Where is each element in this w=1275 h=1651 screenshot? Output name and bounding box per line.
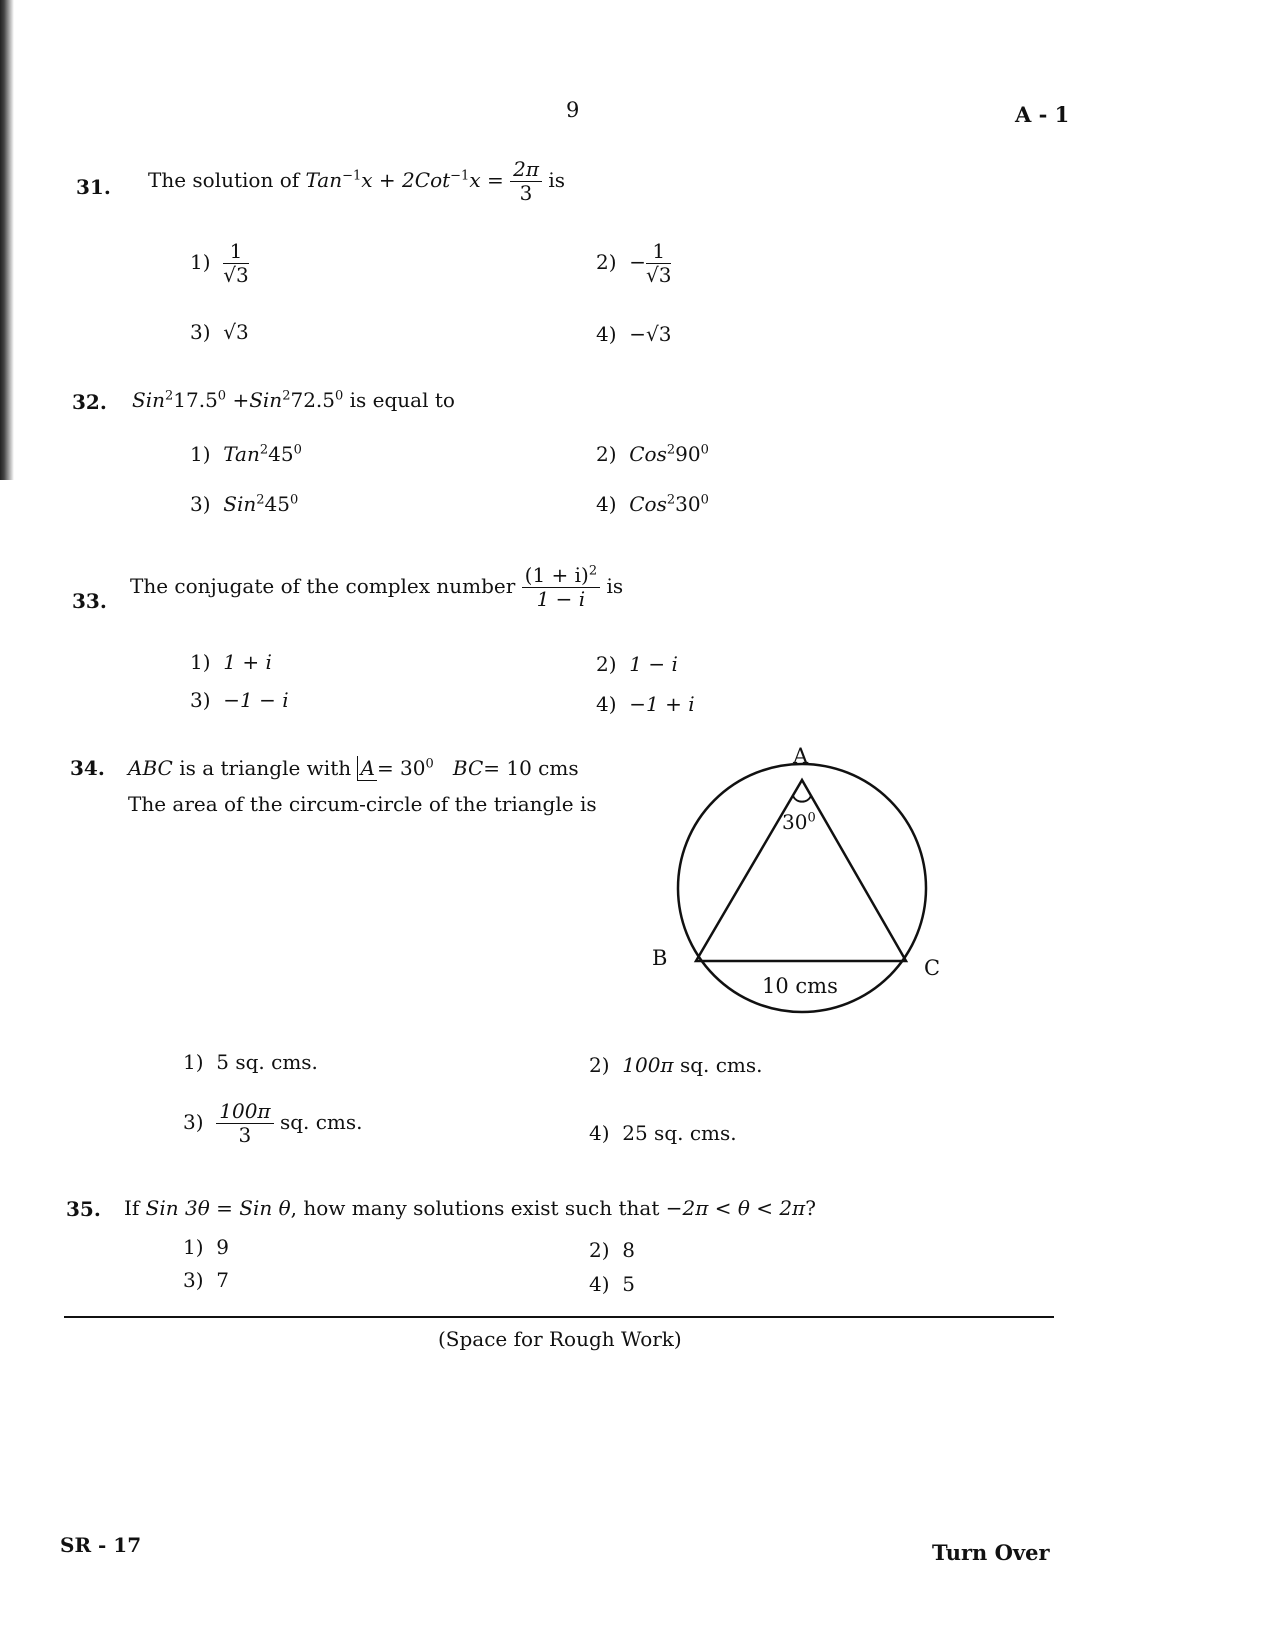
question-33-fraction: $\frac{(1 + i)^2}{1 - i}$	[522, 564, 600, 611]
vertex-a-label: A	[793, 744, 809, 768]
rough-work-divider	[64, 1316, 1054, 1318]
q31-option-1[interactable]: 1) $\frac{1}{√3}$	[190, 239, 249, 287]
q33-option-4[interactable]: 4) −1 + i	[596, 692, 695, 716]
q32-option-3[interactable]: 3) $Sin^245^0$	[190, 492, 299, 516]
q34-option-2[interactable]: 2) 100π sq. cms.	[589, 1053, 763, 1077]
angle-a-arc	[793, 796, 811, 802]
q32-option-2[interactable]: 2) $Cos^290^0$	[596, 442, 709, 466]
q35-option-1[interactable]: 1) 9	[183, 1235, 229, 1259]
question-33-stem: The conjugate of the complex number $\frac{(1 + i)^2}{1 - i}$ is	[130, 563, 624, 611]
question-33-number: 33.	[72, 589, 107, 613]
scan-edge	[0, 0, 18, 480]
question-32-stem: $Sin^217.5^0 +Sin^272.5^0$ is equal to	[132, 388, 455, 412]
question-32-number: 32.	[72, 390, 107, 414]
triangle-abc	[696, 780, 906, 961]
q31-option-2[interactable]: 2) − $\frac{1}{√3}$	[596, 239, 672, 287]
set-code: A - 1	[1015, 102, 1070, 127]
turn-over-label: Turn Over	[932, 1540, 1050, 1565]
side-bc-label: 10 cms	[762, 974, 838, 998]
question-34-line-2: The area of the circum-circle of the triangle is	[128, 792, 597, 816]
question-34-number: 34.	[70, 756, 105, 780]
question-35-number: 35.	[66, 1197, 101, 1221]
q35-option-3[interactable]: 3) 7	[183, 1268, 229, 1292]
q34-option-3[interactable]: 3) $\frac{100\pi}{3}$ sq. cms.	[183, 1099, 363, 1147]
q31-option-4[interactable]: 4) −√3	[596, 322, 672, 346]
question-31-fraction: $\frac{2\pi}{3}$	[510, 158, 542, 205]
series-code: SR - 17	[60, 1533, 142, 1557]
q32-option-4[interactable]: 4) $Cos^230^0$	[596, 492, 709, 516]
angle-a-label: $30^0$	[782, 810, 816, 834]
vertex-b-label: B	[652, 946, 668, 970]
question-34-line-1: ABC is a triangle with $A = 30^0$ BC= 10 cms	[128, 756, 579, 780]
q33-option-1[interactable]: 1) 1 + i	[190, 650, 272, 674]
q34-option-4[interactable]: 4) 25 sq. cms.	[589, 1121, 737, 1145]
q35-option-4[interactable]: 4) 5	[589, 1272, 635, 1296]
page-number: 9	[566, 98, 580, 122]
q32-option-1[interactable]: 1) $Tan^245^0$	[190, 442, 302, 466]
q33-option-3[interactable]: 3) −1 − i	[190, 688, 289, 712]
vertex-c-label: C	[924, 956, 941, 980]
question-31-number: 31.	[76, 175, 111, 199]
rough-work-label: (Space for Rough Work)	[438, 1327, 682, 1351]
q31-option-3[interactable]: 3) √3	[190, 320, 249, 344]
question-31-stem: The solution of Tan$^{-1}$x + 2Cot$^{-1}$x = $\frac{2\pi}{3}$ is	[148, 157, 565, 205]
question-35-stem: If Sin 3θ = Sin θ, how many solutions exist such that −2π < θ < 2π?	[124, 1196, 816, 1220]
q35-option-2[interactable]: 2) 8	[589, 1238, 635, 1262]
q33-option-2[interactable]: 2) 1 − i	[596, 652, 678, 676]
q34-option-1[interactable]: 1) 5 sq. cms.	[183, 1050, 318, 1074]
